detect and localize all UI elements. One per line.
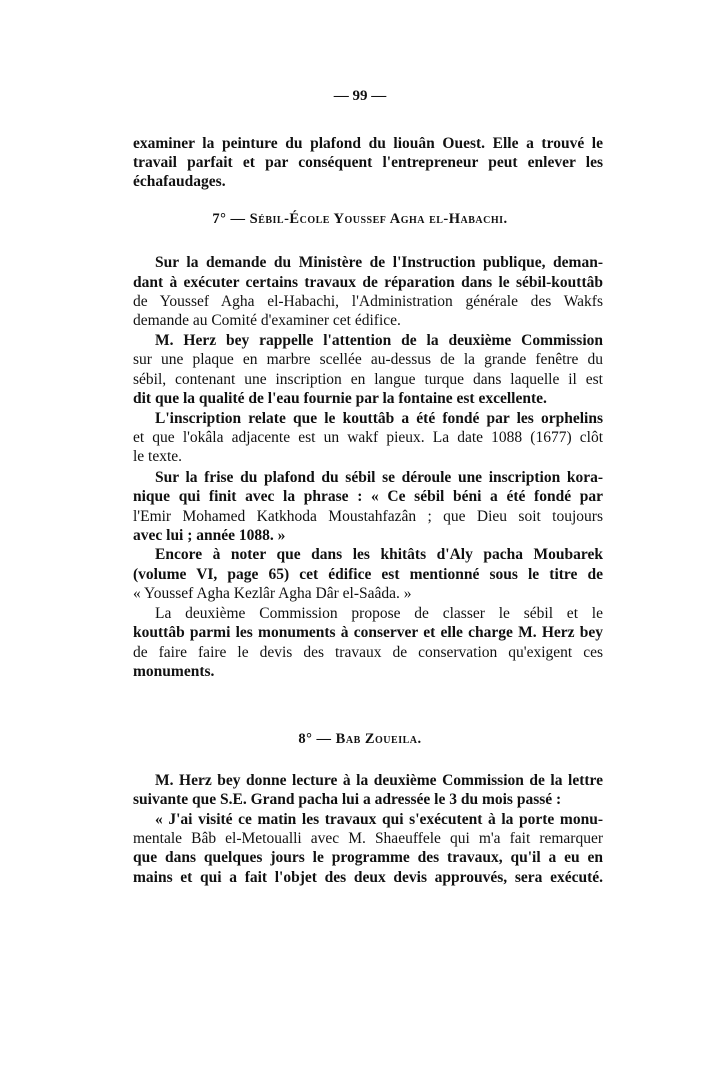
text-line: avec lui ; année 1088. » (133, 527, 286, 544)
text-line: L'inscription relate que le kouttâb a été fondé par les orphelins (155, 410, 603, 427)
text-line: Encore à noter que dans les khitâts d'Aly pacha Moubarek (155, 546, 603, 563)
text-line: que dans quelques jours le programme des travaux, qu'il a eu en (133, 849, 603, 866)
text-line: le texte. (133, 448, 183, 465)
text-line: mentale Bâb el-Metoualli avec M. Shaeuffele qui m'a fait remarquer (133, 830, 603, 847)
text-line: demande au Comité d'examiner cet édifice. (133, 312, 401, 329)
text-line: suivante que S.E. Grand pacha lui a adressée le 3 du mois passé : (133, 791, 562, 808)
text-line: dit que la qualité de l'eau fournie par la fontaine est excellente. (133, 390, 547, 407)
text-line: « Youssef Agha Kezlâr Agha Dâr el-Saâda. » (133, 585, 412, 602)
text-line: Sur la frise du plafond du sébil se déroule une inscription kora- (155, 469, 603, 486)
text-line: échafaudages. (133, 173, 226, 190)
text-line: nique qui finit avec la phrase : « Ce sébil béni a été fondé par (133, 488, 603, 505)
section-heading-8: 8° — Bab Zoueila. (298, 731, 422, 747)
text-line: (volume VI, page 65) cet édifice est mentionné sous le titre de (133, 566, 603, 583)
page-number: — 99 — (333, 88, 387, 104)
text-line: dant à exécuter certains travaux de réparation dans le sébil-kouttâb (133, 274, 603, 291)
text-line: monuments. (133, 663, 215, 680)
text-line: kouttâb parmi les monuments à conserver et elle charge M. Herz bey (133, 624, 603, 641)
text-line: de Youssef Agha el-Habachi, l'Administration générale des Wakfs (133, 293, 603, 310)
text-line: Sur la demande du Ministère de l'Instruction publique, deman- (155, 254, 603, 271)
text-line: M. Herz bey rappelle l'attention de la deuxième Commission (155, 332, 603, 349)
text-line: de faire faire le devis des travaux de conservation qu'exigent ces (133, 644, 603, 661)
text-line: « J'ai visité ce matin les travaux qui s'exécutent à la porte monu- (155, 811, 603, 828)
text-line: mains et qui a fait l'objet des deux devis approuvés, sera exécuté. (133, 869, 603, 886)
text-line: l'Emir Mohamed Katkhoda Moustahfazân ; que Dieu soit toujours (133, 508, 603, 525)
text-line: sur une plaque en marbre scellée au-dessus de la grande fenêtre du (133, 351, 603, 368)
text-line: et que l'okâla adjacente est un wakf pieux. La date 1088 (1677) clôt (133, 429, 603, 446)
text-line: sébil, contenant une inscription en langue turque dans laquelle il est (133, 371, 603, 388)
text-line: examiner la peinture du plafond du liouân Ouest. Elle a trouvé le (133, 135, 603, 152)
text-line: La deuxième Commission propose de classer le sébil et le (155, 605, 603, 622)
text-line: travail parfait et par conséquent l'entrepreneur peut enlever les (133, 154, 603, 171)
text-line: M. Herz bey donne lecture à la deuxième Commission de la lettre (155, 772, 603, 789)
section-heading-7: 7° — Sébil-École Youssef Agha el-Habachi. (212, 211, 508, 227)
